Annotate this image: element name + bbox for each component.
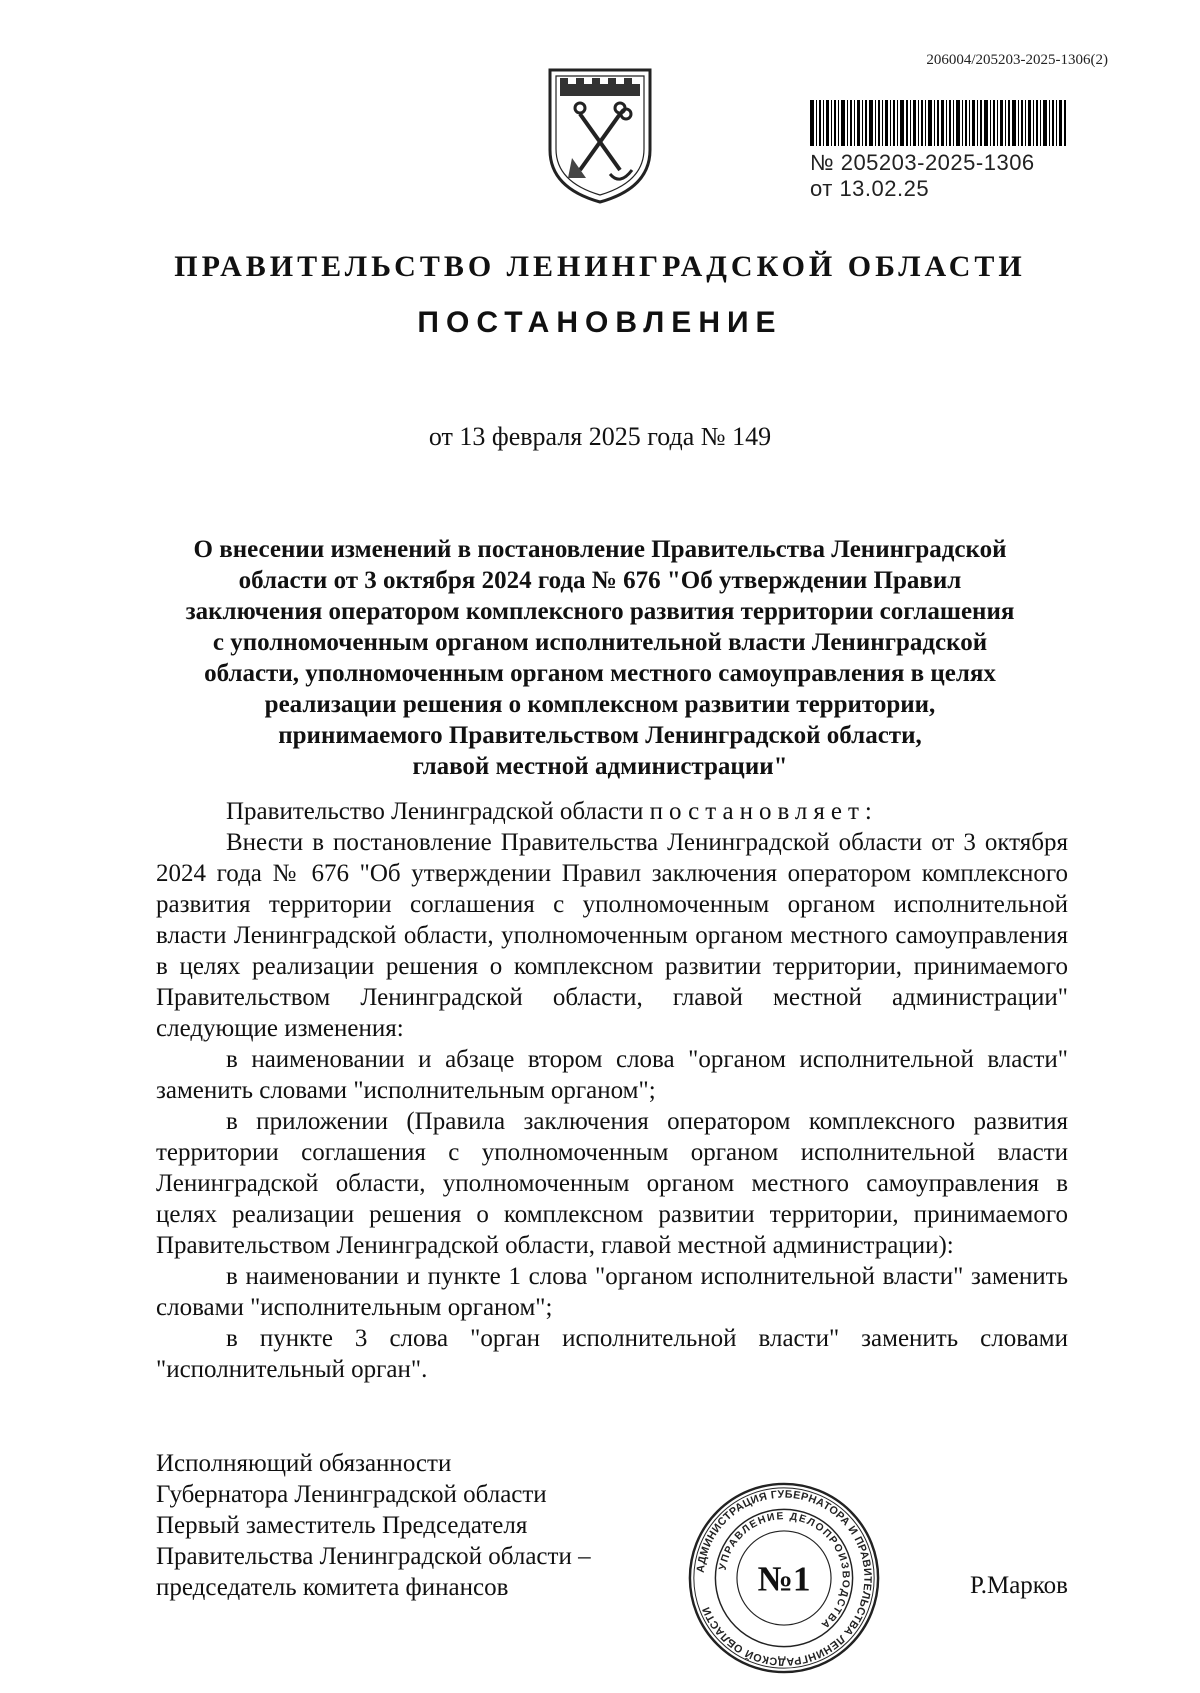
barcode-icon	[810, 100, 1066, 146]
heading-line: области, уполномоченным органом местного самоуправления в целях	[204, 660, 996, 687]
position-line: Правительства Ленинградской области –	[156, 1543, 591, 1570]
body-paragraph: в пункте 3 слова "орган исполнительной власти" заменить словами "исполнительный орган".	[156, 1325, 1068, 1383]
body-paragraph: в приложении (Правила заключения оператором комплексного развития территории соглашения с уполномоченным органом исполнительной власти Ленинградской области, уполномоченным органом местного самоуправления в целях реализации решения о комплексном развитии территории, принимаемого Правительством Ленинградской области, главой местной администрации):	[156, 1108, 1068, 1259]
document-heading	[140, 534, 1060, 782]
position-line: председатель комитета финансов	[156, 1574, 509, 1601]
heading-line: О внесении изменений в постановление Правительства Ленинградской	[193, 536, 1007, 563]
heading-line: заключения оператором комплексного развития территории соглашения	[185, 598, 1015, 625]
stamp-inner-text: УПРАВЛЕНИЕ ДЕЛОПРОИЗВОДСТВА	[717, 1511, 851, 1631]
document-date: от 13 февраля 2025 года № 149	[428, 422, 772, 451]
government-title: ПРАВИТЕЛЬСТВО ЛЕНИНГРАДСКОЙ ОБЛАСТИ	[174, 250, 1026, 283]
registration-number: 206004/205203-2025-1306(2)	[926, 52, 1108, 68]
barcode-date: от 13.02.25	[810, 176, 930, 201]
heading-line: реализации решения о комплексном развитии территории,	[264, 691, 936, 718]
official-stamp-icon	[686, 1480, 882, 1676]
position-line: Исполняющий обязанности	[156, 1450, 452, 1477]
position-line: Первый заместитель Председателя	[156, 1512, 528, 1539]
position-line: Губернатора Ленинградской области	[156, 1481, 547, 1508]
signature-position	[156, 1448, 591, 1603]
intro-text: Правительство Ленинградской области	[226, 798, 644, 825]
body-paragraph: в наименовании и пункте 1 слова "органом исполнительной власти" заменить словами "исполнительным органом";	[156, 1263, 1068, 1321]
heading-line: главой местной администрации"	[412, 753, 788, 780]
heading-line: с уполномоченным органом исполнительной власти Ленинградской	[212, 629, 988, 656]
barcode-block	[810, 100, 1066, 202]
document-type: ПОСТАНОВЛЕНИЕ	[417, 306, 783, 339]
signer-name: Р.Марков	[969, 1572, 1068, 1599]
stamp-number: №1	[757, 1559, 811, 1599]
body-paragraph: в наименовании и абзаце втором слова "органом исполнительной власти" заменить словами "исполнительным органом";	[156, 1046, 1068, 1104]
document-body	[156, 796, 1068, 1385]
heading-line: области от 3 октября 2024 года № 676 "Об утверждении Правил	[238, 567, 962, 594]
intro-verb: постановляет:	[649, 798, 878, 825]
barcode-number: № 205203-2025-1306	[810, 150, 1035, 175]
intro-paragraph	[156, 796, 1068, 827]
body-paragraph: Внести в постановление Правительства Ленинградской области от 3 октября 2024 года № 676 "Об утверждении Правил заключения оператором комплексного развития территории соглашения с уполномоченным органом исполнительной власти Ленинградской области, уполномоченным органом местного самоуправления в целях реализации решения о комплексном развитии территории, принимаемого Правительством Ленинградской области, главой местной администрации" следующие изменения:	[156, 829, 1068, 1042]
coat-of-arms-icon	[546, 66, 654, 206]
stamp-outer-text: АДМИНИСТРАЦИЯ ГУБЕРНАТОРА И ПРАВИТЕЛЬСТВА ЛЕНИНГРАДСКОЙ ОБЛАСТИ	[694, 1488, 874, 1668]
heading-line: принимаемого Правительством Ленинградской области,	[278, 722, 922, 749]
